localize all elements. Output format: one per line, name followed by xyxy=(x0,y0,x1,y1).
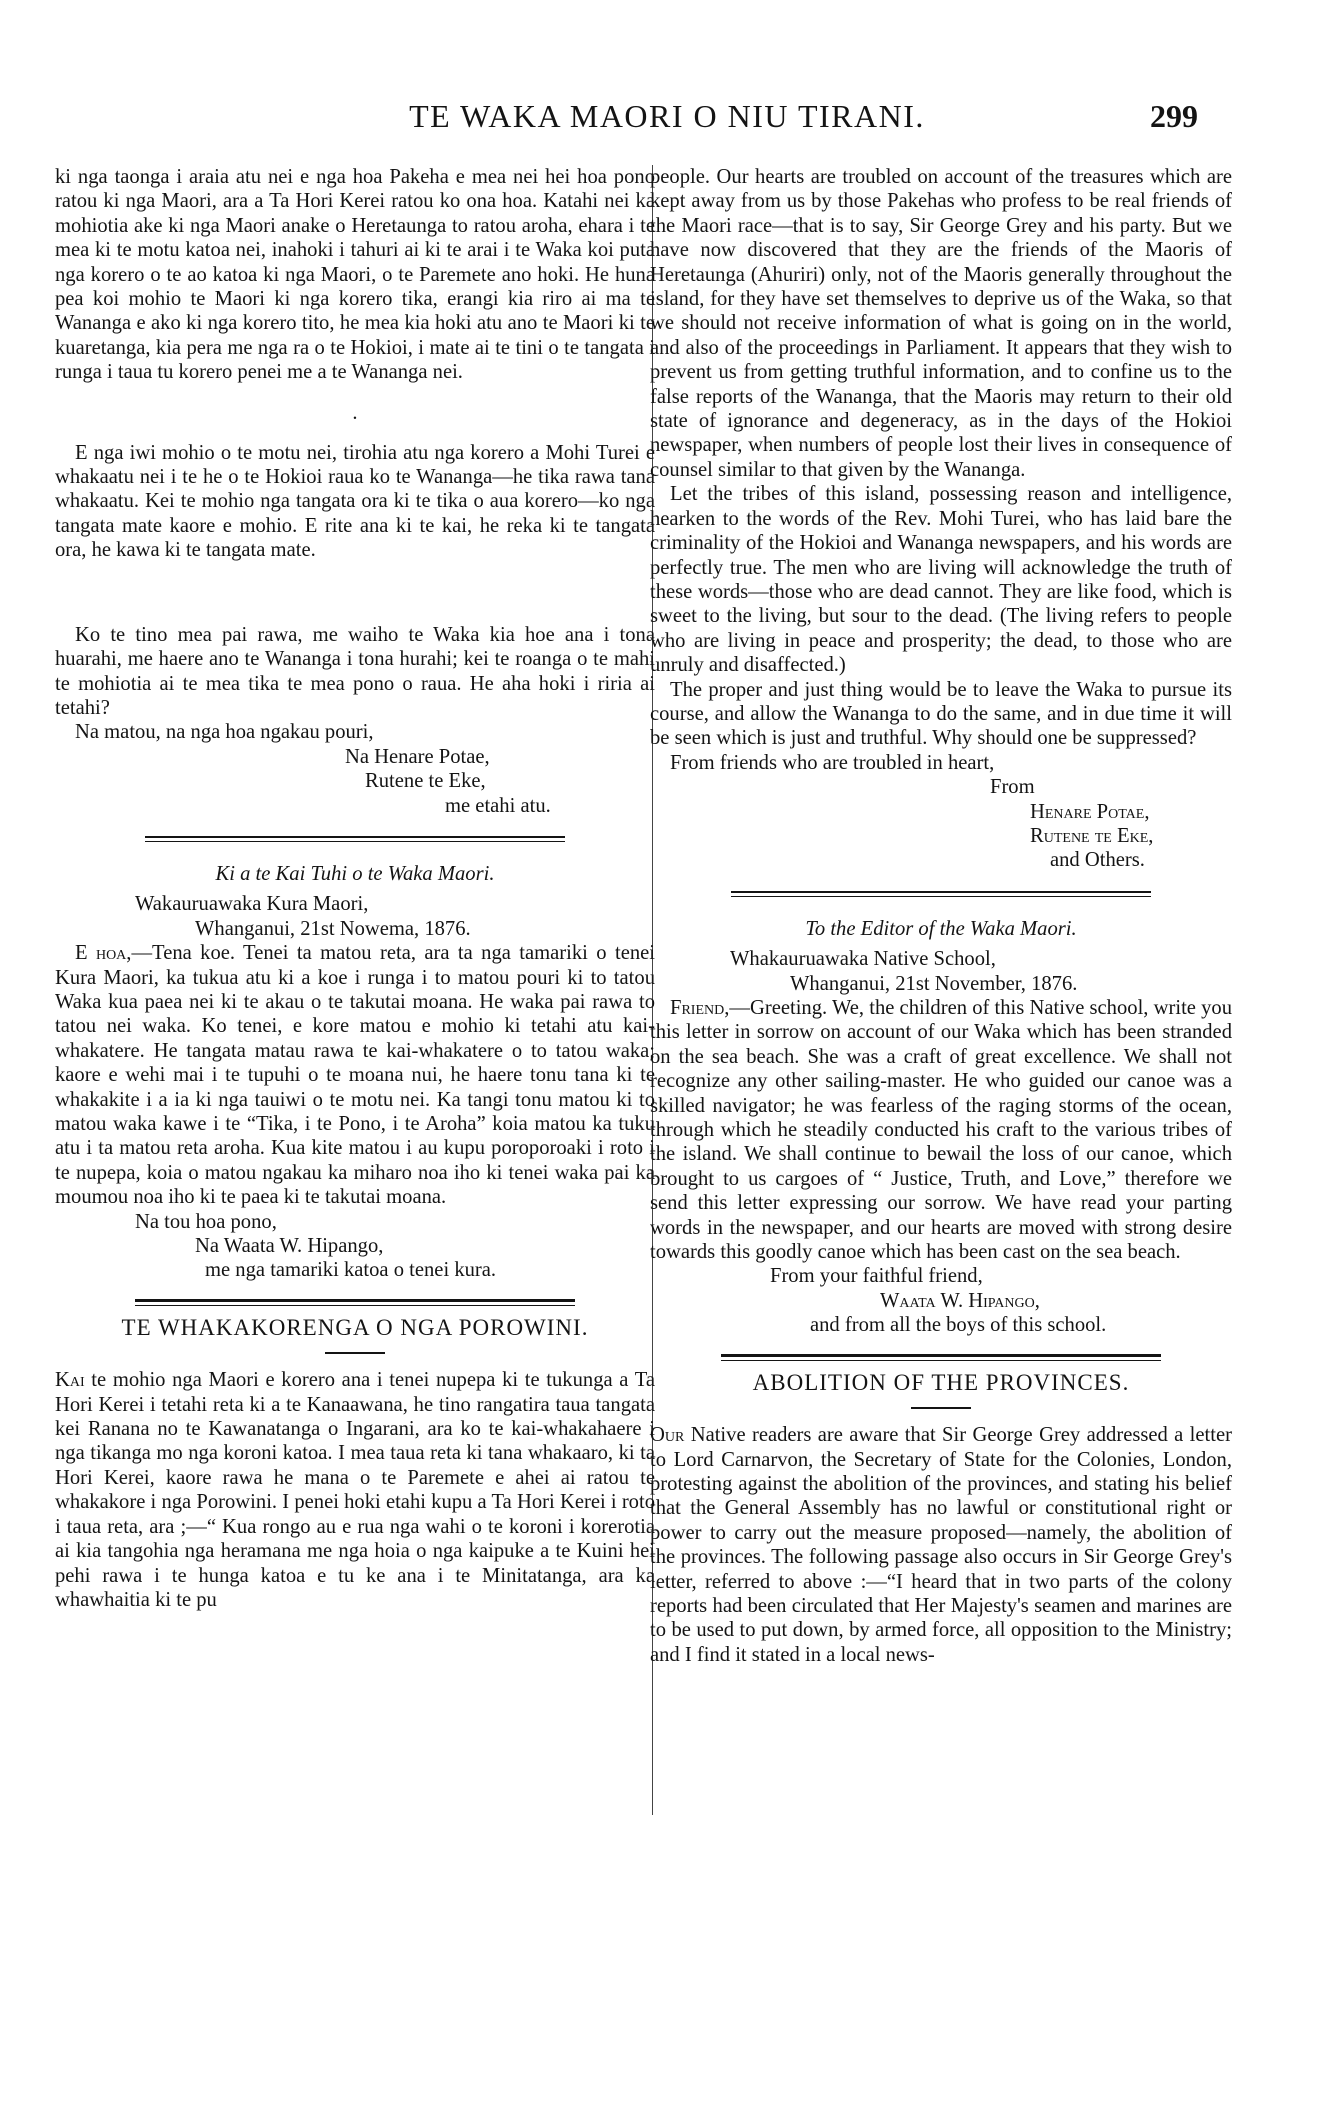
signatory-1: Na Henare Potae, xyxy=(345,745,490,768)
section-rule xyxy=(721,1354,1161,1361)
letter-salutation: E hoa, xyxy=(75,942,132,965)
right-paragraph-3: The proper and just thing would be to leave the Waka to pursue its course, and allow the Wananga to do the same, and in due time it will be seen which is just and truthful. Why should one be suppressed? xyxy=(650,678,1232,750)
page-number: 299 xyxy=(1150,98,1198,134)
right-paragraph-1: people. Our hearts are troubled on account of the treasures which are kept away from us by those Pakehas who profess to be real friends of the Maori race—that is to say, Sir George Grey and his party. But we have now discovered that they are the friends of the Maoris of Heretaunga (Ahuriri) only, not of the Maoris generally throughout the island, for they have set themselves to deprive us of the Waka, so that we should not receive information of what is going on in the world, and also of the proceedings in Parliament. It appears that they wish to prevent us from getting truthful information, and to confine us to the false reports of the Wananga, that the Maoris may return to their old state of ignorance and degeneracy, as in the days of the Hokioi newspaper, when numbers of people lost their lives in consequence of counsel similar to that given by the Wananga. xyxy=(650,166,1232,481)
running-title: TE WAKA MAORI O NIU TIRANI. xyxy=(409,98,925,134)
letter-address-line1: Wakauruawaka Kura Maori, xyxy=(135,893,369,916)
left-signoff-intro: Na matou, na nga hoa ngakau pouri, xyxy=(75,721,374,744)
letter-signatory: Waata W. Hipango, xyxy=(880,1289,1040,1312)
signatory-others: me etahi atu. xyxy=(445,794,551,817)
signatory-2: Rutene te Eke, xyxy=(365,770,486,793)
letter-signatory: Na Waata W. Hipango, xyxy=(195,1235,384,1258)
left-paragraph-1: ki nga taonga i araia atu nei e nga hoa Pakeha e mea nei hei hoa pono ratou ki nga Maori, ara a Ta Hori Kerei ratou ko ona hoa. Katahi nei ka mohiotia ake ki nga Maori anake o Heretaunga to ratou aroha, ehara i te mea ki te motu katoa nei, inahoki i tahuri ai ki te arai i te Waka koi puta nga korero o te ao katoa ki nga Maori, o te Paremete ano hoki. He huna pea koi mohio te Maori ki nga korero tika, erangi kia riro ai ma te Wananga e ako ki nga korero tito, he mea kia hoki atu ano te Maori ki te kuaretanga, kia pera me nga ra o te Hokioi, i mate ai te tini o te tangata i runga i taua tu korero penei me a te Wananga nei. xyxy=(55,166,655,384)
letter-salutation: Friend, xyxy=(670,997,730,1019)
left-paragraph-3: Ko te tino mea pai rawa, me waiho te Waka kia hoe ana i tona huarahi, me haere ano te Wananga i tona hurahi; kei te roanga o te mahi te mohiotia ai te mea tika te mea pono o raua. He aha hoki i riria ai tetahi? xyxy=(55,623,655,719)
letter-title-maori: Ki a te Kai Tuhi o te Waka Maori. xyxy=(215,862,495,885)
section-body-maori: Kai te mohio nga Maori e korero ana i tenei nupepa ki te tukunga a Ta Hori Kerei i tetahi reta ki a te Kanaawana, he tino rangatira taua tangata kei Ranana no te Kawanatanga o Ingarani, ara ko te kai-whakahaere i nga tikanga mo nga koroni katoa. I mea taua reta ki tana whakaaro, ki ta Hori Kerei, kaore rawa he mana o te Paremete e ahei ai ratou te whakakore i nga Porowini. I penei hoki etahi kupu a Ta Hori Kerei i roto i taua reta, ara ;—“ Kua rongo au e rua nga wahi o te koroni i korerotia ai kia tangohia nga heramana me nga hoia o nga kaipuke a te Kuini hei pehi rawa i te hunga katoa e tu ke ana i te Minitatanga, ara ka whawhaitia ki te pu xyxy=(55,1369,655,1611)
letter-address-line2: Whanganui, 21st Nowema, 1876. xyxy=(195,917,471,940)
signatory-2: Rutene te Eke, xyxy=(1030,824,1154,847)
letter-signatory-others: and from all the boys of this school. xyxy=(810,1314,1107,1337)
right-signoff-intro: From friends who are troubled in heart, xyxy=(670,751,995,774)
divider-rule xyxy=(731,891,1151,897)
section-title-english: ABOLITION OF THE PROVINCES. xyxy=(752,1369,1130,1395)
section-rule-short xyxy=(911,1407,971,1409)
letter-title-english: To the Editor of the Waka Maori. xyxy=(805,917,1077,940)
right-signature xyxy=(650,775,1232,873)
english-column xyxy=(650,165,1232,1667)
letter-body-english: Friend,—Greeting. We, the children of this Native school, write you this letter in sorrow on account of our Waka which has been stranded on the sea beach. She was a craft of great excellence. We shall not recognize any other sailing-master. He who guided our canoe was a skilled navigator; he was fearless of the raging storms of the ocean, through which he steadily conducted his craft to the various tribes of the island. We shall continue to bewail the loss of our canoe, which brought to us cargoes of “ Justice, Truth, and Love,” therefore we send this letter expressing our sorrow. We have read your parting words in the newspaper, and our hearts are moved with strong desire towards this goodly canoe which has been cast on the sea beach. xyxy=(650,997,1232,1264)
page-header xyxy=(0,98,1334,138)
letter-signatory-others: me nga tamariki katoa o tenei kura. xyxy=(205,1259,497,1282)
letter-signoff-intro: From your faithful friend, xyxy=(770,1265,983,1288)
maori-column xyxy=(55,165,655,1612)
left-signature xyxy=(55,745,655,818)
section-title-maori: TE WHAKAKORENGA O NGA POROWINI. xyxy=(121,1314,589,1340)
section-rule xyxy=(135,1299,575,1306)
right-paragraph-2: Let the tribes of this island, possessing reason and intelligence, hearken to the words of the Rev. Mohi Turei, who has laid bare the criminality of the Hokioi and Wananga newspapers, and his words are perfectly true. The men who are living will acknowledge the truth of these words—those who are dead cannot. They are like food, which is sweet to the living, but sour to the dead. (The living refers to people who are living in peace and prosperity; the dead, to those who are unruly and disaffected.) xyxy=(650,483,1232,677)
signatory-others: and Others. xyxy=(1050,849,1145,872)
stray-mark: . xyxy=(352,401,358,424)
letter-address-line1: Whakauruawaka Native School, xyxy=(730,948,996,971)
left-paragraph-2: E nga iwi mohio o te motu nei, tirohia atu nga korero a Mohi Turei e whakaatu nei i te he o te Hokioi raua ko te Wananga—he tika rawa tana whakaatu. Kei te mohio nga tangata ora ki te tika o aua korero—ko nga tangata mate kaore e mohio. E rite ana ki te kai, he reka ki te tangata ora, he kawa ki te tangata mate. xyxy=(55,441,655,562)
signoff-from: From xyxy=(990,776,1035,799)
divider-rule xyxy=(145,836,565,842)
signatory-1: Henare Potae, xyxy=(1030,800,1150,823)
section-body-english: Our Native readers are aware that Sir George Grey addressed a letter to Lord Carnarvon, the Secretary of State for the Colonies, London, protesting against the abolition of the provinces, and stating his belief that the General Assembly has no lawful or constitutional right or power to carry out the measure proposed—namely, the abolition of the provinces. The following passage also occurs in Sir George Grey's letter, referred to above :—“I heard that in two parts of the colony reports had been circulated that Her Majesty's seamen and marines are to be used to put down, by armed force, all opposition to the Ministry; and I find it stated in a local news- xyxy=(650,1424,1232,1666)
letter-signoff-intro: Na tou hoa pono, xyxy=(135,1210,277,1233)
letter-body-maori: E hoa,—Tena koe. Tenei ta matou reta, ara ta nga tamariki o tenei Kura Maori, ka tukua atu ki a koe i runga i to matou pouri ki to tatou Waka kua paea nei ki te akau o te takutai moana. He waka pai rawa to tatou nei waka. Ko tenei, e kore matou e mohio ki tetahi atu kai-whakatere. He tangata matau rawa te kai-whakatere o to tatou waka; kaore e wehi mai i te tupuhi o te moana nui, he haere tonu tana ki te whakakite i a ia ki nga tauiwi o te motu nei. Ka tangi tonu matou ki to matou waka kawe i te “Tika, i te Pono, i te Aroha” koia matou ka tuku atu i ta matou reta aroha. Kua kite matou i au kupu poroporoaki i roto i te nupepa, koia o matou ngakau ka miharo noa iho ki tenei waka pai ka moumou noa iho ki te paea ki te takutai moana. xyxy=(55,942,655,1209)
section-rule-short xyxy=(325,1352,385,1354)
letter-address-line2: Whanganui, 21st November, 1876. xyxy=(790,972,1078,995)
